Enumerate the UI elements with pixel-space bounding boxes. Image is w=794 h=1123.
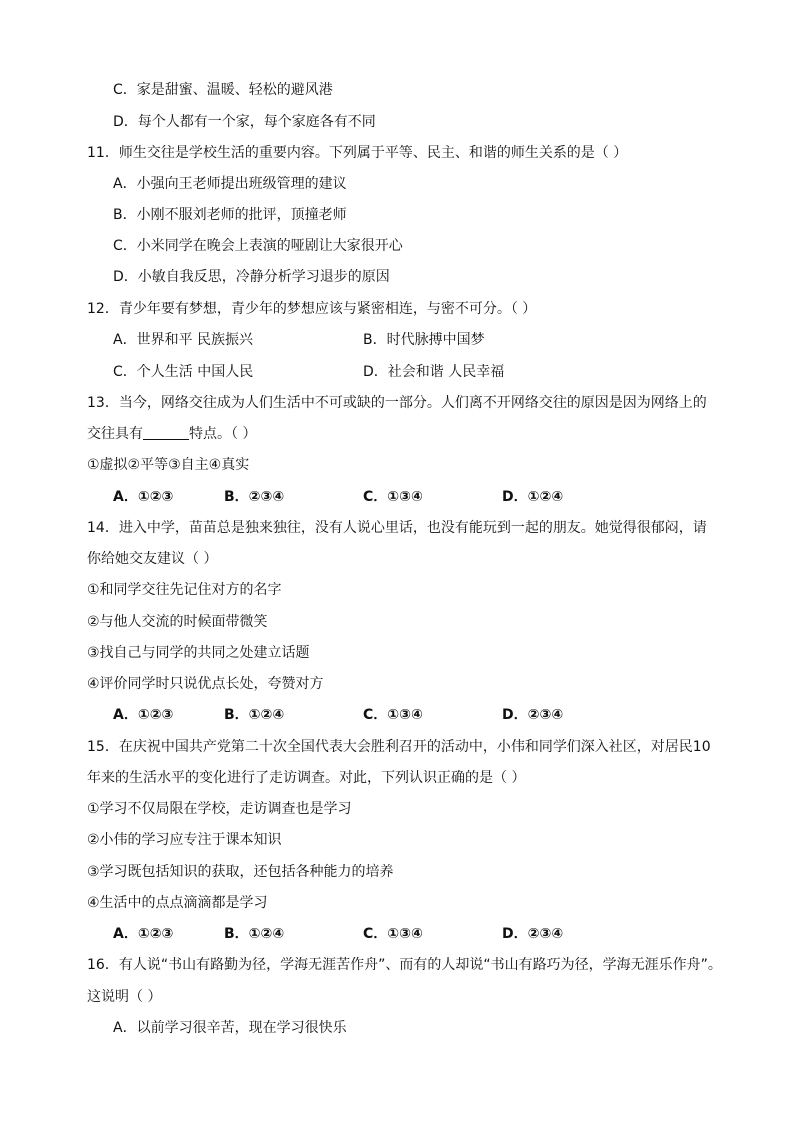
q11-option-d[interactable]: D．小敏自我反思，冷静分析学习退步的原因 xyxy=(113,269,390,285)
q13-statements: ①虚拟②平等③自主④真实 xyxy=(87,457,250,473)
q14-statement-2: ②与他人交流的时候面带微笑 xyxy=(87,614,268,630)
q11-option-b[interactable]: B．小刚不服刘老师的批评，顶撞老师 xyxy=(113,207,347,223)
q12-option-c[interactable]: C．个人生活 中国人民 xyxy=(113,364,254,380)
q12-stem: 12．青少年要有梦想，青少年的梦想应该与紧密相连，与密不可分。（ ） xyxy=(87,301,537,317)
q13-stem-line1: 13．当今，网络交往成为人们生活中不可或缺的一部分。人们离不开网络交往的原因是因为网络上的 xyxy=(87,395,707,411)
q15-statement-1: ①学习不仅局限在学校，走访调查也是学习 xyxy=(87,801,352,817)
q15-statement-2: ②小伟的学习应专注于课本知识 xyxy=(87,832,282,848)
q11-option-a[interactable]: A．小强向王老师提出班级管理的建议 xyxy=(113,176,347,192)
q13-stem-before-blank: 交往具有 xyxy=(87,426,143,442)
q12-option-b[interactable]: B．时代脉搏中国梦 xyxy=(363,332,485,348)
q16-option-a[interactable]: A．以前学习很辛苦，现在学习很快乐 xyxy=(113,1020,347,1036)
q14-statement-1: ①和同学交往先记住对方的名字 xyxy=(87,582,282,598)
q11-stem: 11．师生交往是学校生活的重要内容。下列属于平等、民主、和谐的师生关系的是（ ） xyxy=(87,145,628,161)
q13-option-c[interactable]: C．①③④ xyxy=(363,489,423,505)
q16-stem-line1: 16．有人说“书山有路勤为径，学海无涯苦作舟”、而有的人却说“书山有路巧为径，学海无涯乐作舟”。 xyxy=(87,957,722,973)
q13-option-a[interactable]: A．①②③ xyxy=(113,489,174,505)
q14-option-c[interactable]: C．①③④ xyxy=(363,707,423,723)
q11-option-c[interactable]: C．小米同学在晚会上表演的哑剧让大家很开心 xyxy=(113,238,403,254)
q13-answer-blank[interactable] xyxy=(143,425,189,440)
q10-option-c[interactable]: C．家是甜蜜、温暖、轻松的避风港 xyxy=(113,82,333,98)
q15-stem-line2: 年来的生活水平的变化进行了走访调查。对此，下列认识正确的是（ ） xyxy=(87,770,526,786)
q14-option-d[interactable]: D．②③④ xyxy=(502,707,564,723)
q15-option-c[interactable]: C．①③④ xyxy=(363,926,423,942)
q14-stem-line2: 你给她交友建议（ ） xyxy=(87,551,218,567)
q14-option-b[interactable]: B．①②④ xyxy=(224,707,285,723)
q13-option-d[interactable]: D．①②④ xyxy=(502,489,564,505)
q12-option-a[interactable]: A．世界和平 民族振兴 xyxy=(113,332,254,348)
q15-option-b[interactable]: B．①②④ xyxy=(224,926,285,942)
q15-statement-4: ④生活中的点点滴滴都是学习 xyxy=(87,895,268,911)
q14-statement-4: ④评价同学时只说优点长处，夸赞对方 xyxy=(87,676,324,692)
q13-option-b[interactable]: B．②③④ xyxy=(224,489,285,505)
q16-stem-line2: 这说明（ ） xyxy=(87,989,162,1005)
q13-stem-line2 xyxy=(87,424,256,444)
q15-option-d[interactable]: D．②③④ xyxy=(502,926,564,942)
q12-option-d[interactable]: D．社会和谐 人民幸福 xyxy=(363,364,505,380)
q14-option-a[interactable]: A．①②③ xyxy=(113,707,174,723)
q14-statement-3: ③找自己与同学的共同之处建立话题 xyxy=(87,645,310,661)
q10-option-d[interactable]: D．每个人都有一个家，每个家庭各有不同 xyxy=(113,114,376,130)
q15-option-a[interactable]: A．①②③ xyxy=(113,926,174,942)
q14-stem-line1: 14．进入中学，苗苗总是独来独往，没有人说心里话，也没有能玩到一起的朋友。她觉得很郁闷，请 xyxy=(87,520,707,536)
q15-statement-3: ③学习既包括知识的获取，还包括各种能力的培养 xyxy=(87,864,394,880)
q15-stem-line1: 15．在庆祝中国共产党第二十次全国代表大会胜利召开的活动中，小伟和同学们深入社区，对居民10 xyxy=(87,739,711,755)
q13-stem-after-blank: 特点。（ ） xyxy=(189,426,257,442)
